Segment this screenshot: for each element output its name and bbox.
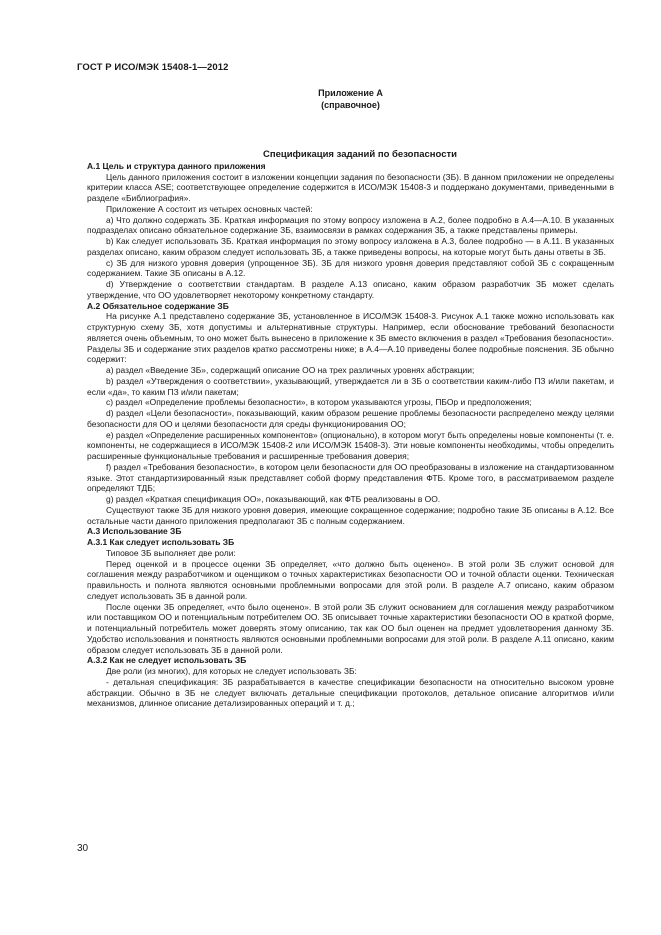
paragraph: На рисунке А.1 представлено содержание ЗБ, установленное в ИСО/МЭК 15408-3. Рисунок А.1 также можно использовать как структурную схему ЗБ, хотя допустимы и альтернативные структуры. Например, если обоснование требований безопасности является очень объемным, то оно может быть вынесено в приложение к ЗБ вместо включения в раздел «Требования безопасности». Разделы ЗБ и содержание этих разделов кратко рассмотрены ниже; в А.4—А.10 приведены более подробные пояснения. ЗБ обычно содержит: <box>87 311 614 365</box>
list-item: d) раздел «Цели безопасности», показывающий, каким образом решение проблемы безопасности распределено между целями безопасности для ОО и целями безопасности для среды функционирования ОО; <box>87 408 614 429</box>
section-heading-a1: А.1 Цель и структура данного приложения <box>87 160 266 171</box>
document-title: Спецификация заданий по безопасности <box>263 149 457 160</box>
paragraph: Существуют также ЗБ для низкого уровня доверия, имеющие сокращенное содержание; подробно такие ЗБ описаны в А.12. Все остальные части данного приложения предполагают ЗБ с полным содержанием. <box>87 504 614 526</box>
paragraph: После оценки ЗБ определяет, «что было оценено». В этой роли ЗБ служит основанием для соглашения между разработчиком или поставщиком ОО и потенциальным потребителем ОО. ЗБ описывает точные характеристики безопасности ОО в краткой форме, и потенциальный потребитель может доверять этому описанию, так как ОО был оценен на предмет удовлетворения данному ЗБ. Удобство использования и понятность являются основными проблемными вопросами для этой роли. В разделе А.11 описано, каким образом следует использовать ЗБ в данной роли. <box>87 601 614 655</box>
section-heading-a3: А.3 Использование ЗБ <box>87 526 182 537</box>
paragraph: Приложение А состоит из четырех основных частей: <box>106 203 313 214</box>
paragraph: - детальная спецификация: ЗБ разрабатывается в качестве спецификации безопасности на относительно высоком уровне абстракции. Обычно в ЗБ не следует включать детальные спецификации протоколов, детальное описание алгоритмов и/или механизмов, длинное описание детализированных операций и т. д.; <box>87 676 614 709</box>
list-item: a) Что должно содержать ЗБ. Краткая информация по этому вопросу изложена в А.2, более подробно в А.4—А.10. В указанных подразделах описано обязательное содержание ЗБ, взаимосвязи в рамках содержания ЗБ, а также представлены примеры. <box>87 214 614 236</box>
annex-heading <box>0 87 661 111</box>
annex-note: (справочное) <box>321 100 380 110</box>
paragraph: Перед оценкой и в процессе оценки ЗБ определяет, «что должно быть оценено». В этой роли ЗБ служит основой для соглашения между разработчиком и оценщиком о точных характеристиках безопасности ОО и точной области оценки. Техническая правильность и полнота являются основными проблемными вопросами для этой роли. В разделе А.7 описано, каким образом следует использовать ЗБ в данной роли. <box>87 558 614 601</box>
list-item: e) раздел «Определение расширенных компонентов» (опционально), в котором могут быть определены новые компоненты (т. е. компоненты, не содержащиеся в ИСО/МЭК 15408-2 или ИСО/МЭК 15408-3). Эти новые компоненты необходимы, чтобы определить расширенные функциональные требования и расширенные требования доверия; <box>87 429 614 461</box>
section-heading-a2: А.2 Обязательное содержание ЗБ <box>87 300 229 311</box>
list-item: f) раздел «Требования безопасности», в котором цели безопасности для ОО преобразованы в изложение на стандартизованном языке. Этот стандартизированный язык представляет собой форму представления ФТБ. Кроме того, в рассматриваемом разделе определяют ТДБ; <box>87 461 614 494</box>
paragraph: Две роли (из многих), для которых не следует использовать ЗБ: <box>106 666 357 676</box>
list-item: b) Как следует использовать ЗБ. Краткая информация по этому вопросу изложена в А.3, более подробно — в А.11. В указанных разделах описано, каким образом следует использовать ЗБ, а также приведены вопросы, на которые могут быть даны ответы в ЗБ. <box>87 236 614 257</box>
paragraph: Типовое ЗБ выполняет две роли: <box>106 547 236 558</box>
list-item: b) раздел «Утверждения о соответствии», указывающий, утверждается ли в ЗБ о соответствии каким-либо ПЗ и/или пакетам, и если «да», то каким ПЗ и/или пакетам; <box>87 375 614 397</box>
annex-title: Приложение А <box>318 88 383 98</box>
page-number: 30 <box>77 843 89 854</box>
list-item: c) раздел «Определение проблемы безопасности», в котором указываются угрозы, ПБОр и предположения; <box>106 397 532 408</box>
document-body <box>87 150 614 709</box>
list-item: g) раздел «Краткая спецификация ОО», показывающий, как ФТБ реализованы в ОО. <box>106 494 441 504</box>
list-item: c) ЗБ для низкого уровня доверия (упрощенное ЗБ). ЗБ для низкого уровня доверия представляют собой ЗБ с сокращенным содержанием. Такие ЗБ описаны в А.12. <box>87 257 614 279</box>
paragraph: Цель данного приложения состоит в изложении концепции задания по безопасности (ЗБ). В данном приложении не определены критерии класса ASE; соответствующее определение содержится в ИСО/МЭК 15408-3 и поддержано документами, приведенными в разделе «Библиография». <box>87 171 614 203</box>
standard-header: ГОСТ Р ИСО/МЭК 15408-1—2012 <box>77 62 229 73</box>
subsection-heading-a32: А.3.2 Как не следует использовать ЗБ <box>87 655 247 666</box>
list-item: d) Утверждение о соответствии стандартам. В разделе А.13 описано, каким образом разработчик ЗБ может сделать утверждение, что ОО удовлетворяет некоторому конкретному стандарту. <box>87 279 614 300</box>
list-item: a) раздел «Введение ЗБ», содержащий описание ОО на трех различных уровнях абстракции; <box>106 365 475 375</box>
subsection-heading-a31: А.3.1 Как следует использовать ЗБ <box>87 537 235 547</box>
